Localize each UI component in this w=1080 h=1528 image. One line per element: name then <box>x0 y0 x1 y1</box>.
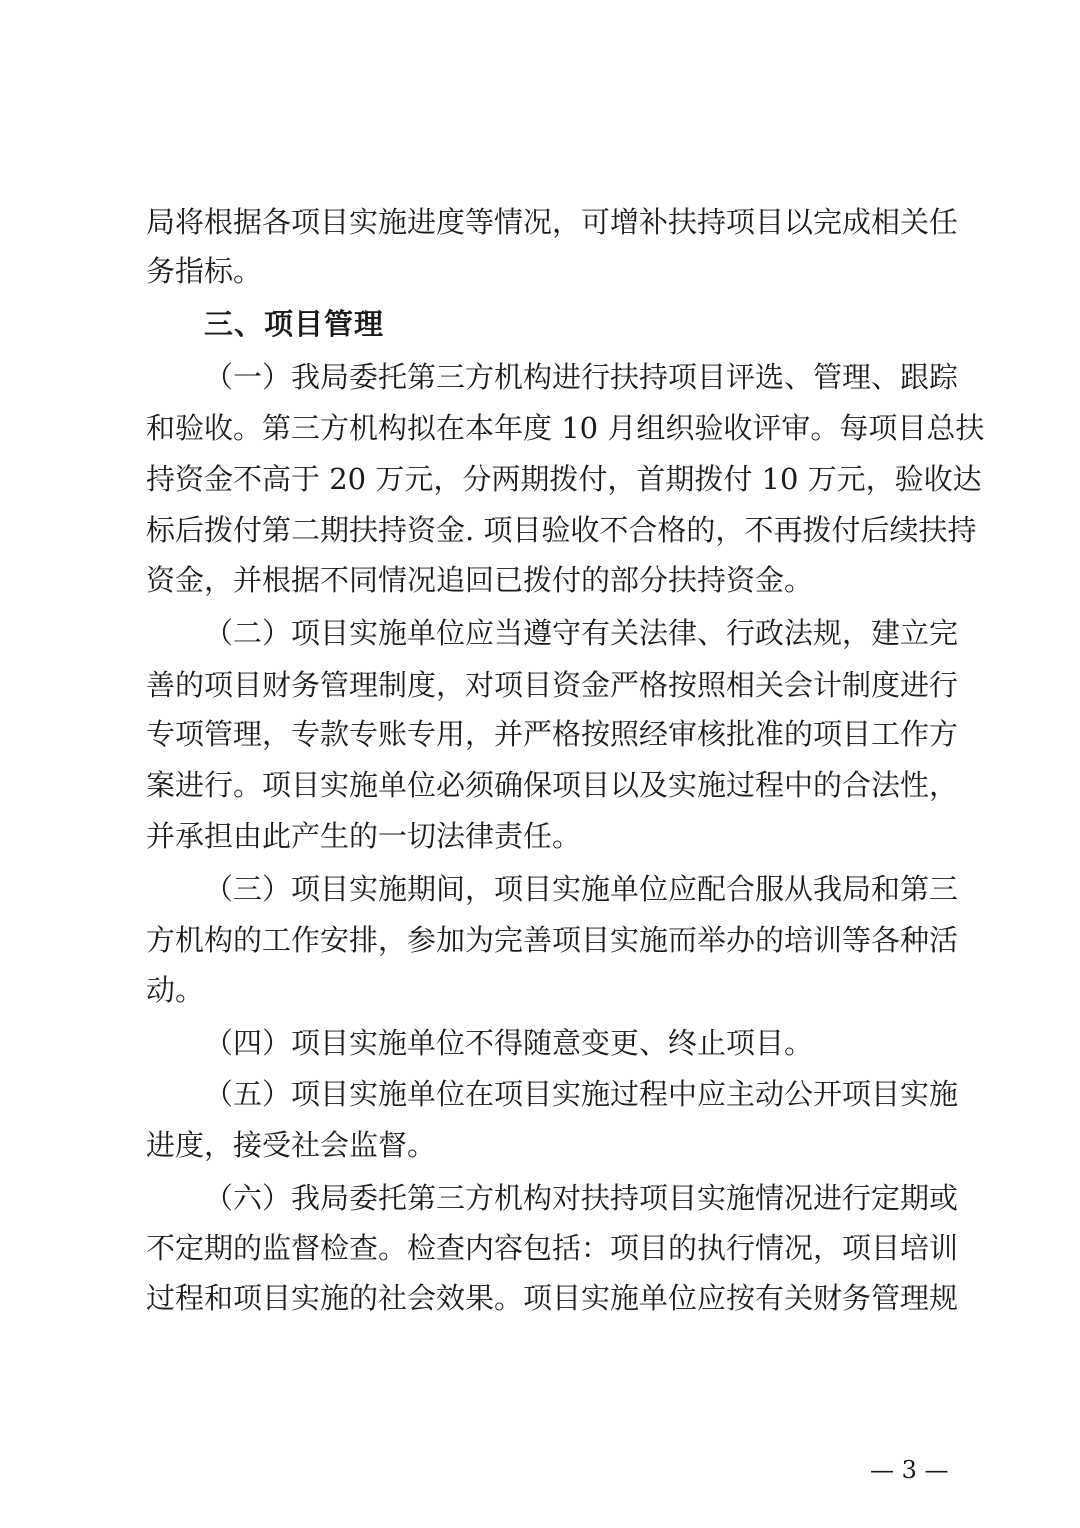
body-text-line: 局将根据各项目实施进度等情况，可增补扶持项目以完成相关任 <box>146 205 959 239</box>
paragraph-3-line: 方机构的工作安排，参加为完善项目实施而举办的培训等各种活 <box>146 923 959 957</box>
paragraph-1-line: 持资金不高于 20 万元，分两期拨付，首期拨付 10 万元，验收达 <box>146 462 982 496</box>
paragraph-3-line: 动。 <box>146 973 205 1007</box>
paragraph-1-line: （一）我局委托第三方机构进行扶持项目评选、管理、跟踪 <box>204 360 959 394</box>
paragraph-2-line: 案进行。项目实施单位必须确保项目以及实施过程中的合法性， <box>146 768 959 802</box>
paragraph-2-line: 善的项目财务管理制度，对项目资金严格按照相关会计制度进行 <box>146 668 959 702</box>
paragraph-6-line: （六）我局委托第三方机构对扶持项目实施情况进行定期或 <box>204 1181 959 1215</box>
body-text-line: 务指标。 <box>146 254 263 288</box>
paragraph-2-line: 并承担由此产生的一切法律责任。 <box>146 819 582 853</box>
paragraph-6-line: 过程和项目实施的社会效果。项目实施单位应按有关财务管理规 <box>146 1281 959 1315</box>
section-heading: 三、项目管理 <box>204 307 385 341</box>
paragraph-5-line: （五）项目实施单位在项目实施过程中应主动公开项目实施 <box>204 1077 959 1111</box>
paragraph-6-line: 不定期的监督检查。检查内容包括：项目的执行情况，项目培训 <box>146 1231 959 1265</box>
paragraph-1-line: 和验收。第三方机构拟在本年度 10 月组织验收评审。每项目总扶 <box>146 411 985 445</box>
paragraph-1-line: 资金，并根据不同情况追回已拨付的部分扶持资金。 <box>146 563 814 597</box>
paragraph-5-line: 进度，接受社会监督。 <box>146 1128 437 1162</box>
paragraph-3-line: （三）项目实施期间，项目实施单位应配合服从我局和第三 <box>204 872 959 906</box>
paragraph-1-line: 标后拨付第二期扶持资金. 项目验收不合格的，不再拨付后续扶持 <box>146 513 977 547</box>
paragraph-2-line: （二）项目实施单位应当遵守有关法律、行政法规，建立完 <box>204 616 959 650</box>
page-number: — 3 — <box>870 1456 949 1484</box>
paragraph-4-line: （四）项目实施单位不得随意变更、终止项目。 <box>204 1026 814 1060</box>
paragraph-2-line: 专项管理，专款专账专用，并严格按照经审核批准的项目工作方 <box>146 717 959 751</box>
